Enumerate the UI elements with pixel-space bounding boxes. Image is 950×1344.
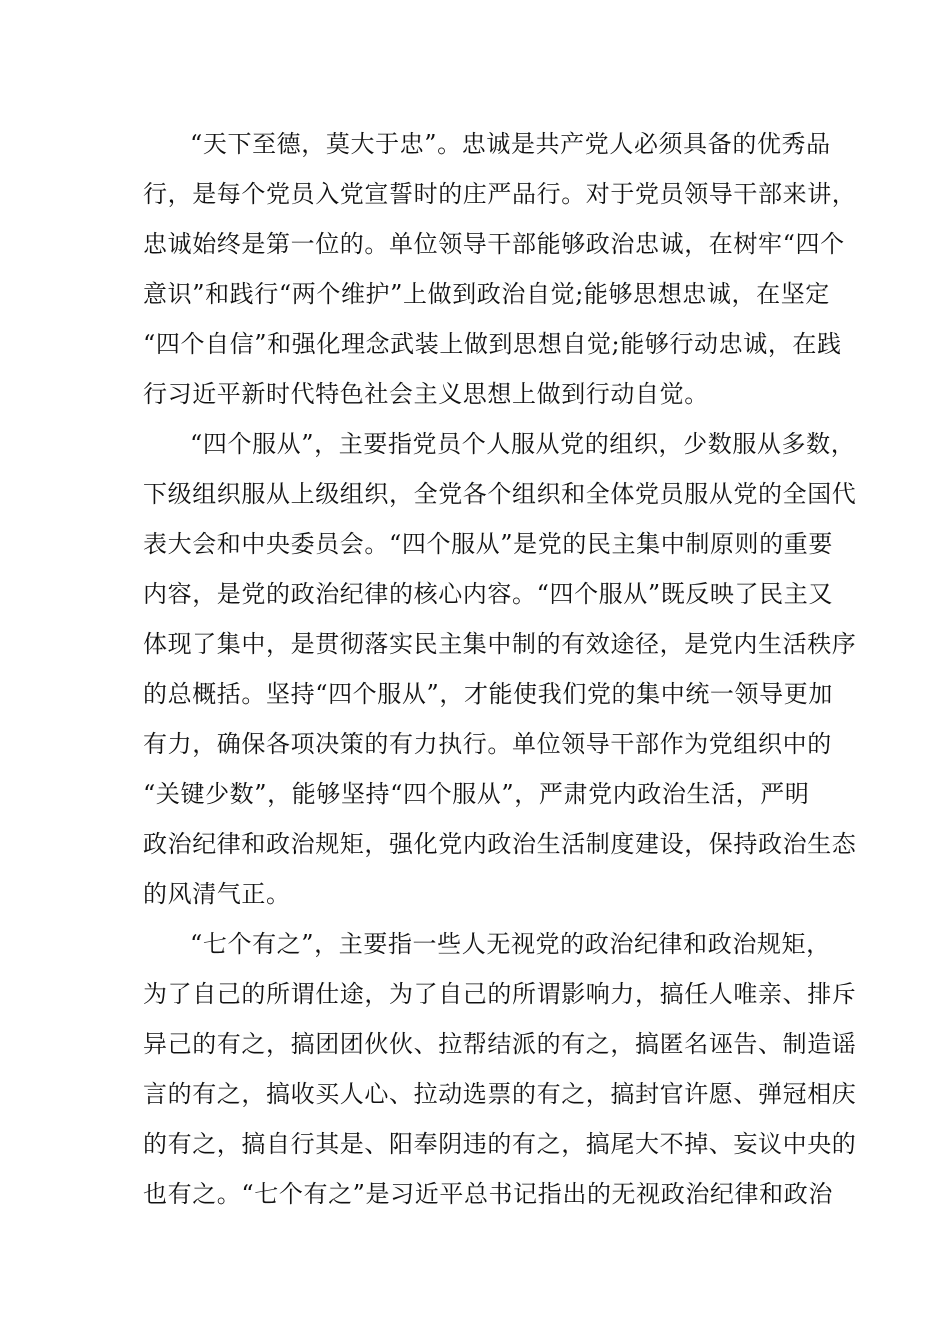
- paragraph-2-line-6: 的总概括。坚持“四个服从”，才能使我们党的集中统一领导更加: [143, 680, 833, 708]
- paragraph-1-line-3: 忠诚始终是第一位的。单位领导干部能够政治忠诚，在树牢“四个: [143, 230, 845, 258]
- paragraph-2-line-7: 有力，确保各项决策的有力执行。单位领导干部作为党组织中的: [143, 730, 832, 758]
- paragraph-2-line-5: 体现了集中，是贯彻落实民主集中制的有效途径，是党内生活秩序: [143, 630, 857, 658]
- paragraph-3-line-6: 也有之。“七个有之”是习近平总书记指出的无视政治纪律和政治: [143, 1180, 833, 1208]
- paragraph-2-line-9: 政治纪律和政治规矩，强化党内政治生活制度建设，保持政治生态: [143, 830, 857, 858]
- paragraph-1-line-2: 行，是每个党员入党宣誓时的庄严品行。对于党员领导干部来讲，: [143, 180, 857, 208]
- paragraph-2-line-3: 表大会和中央委员会。“四个服从”是党的民主集中制原则的重要: [143, 530, 833, 558]
- paragraph-1-line-1: “天下至德，莫大于忠”。忠诚是共产党人必须具备的优秀品: [190, 130, 831, 158]
- paragraph-3-line-3: 异己的有之，搞团团伙伙、拉帮结派的有之，搞匿名诬告、制造谣: [143, 1030, 857, 1058]
- paragraph-2-line-4: 内容，是党的政治纪律的核心内容。“四个服从”既反映了民主又: [143, 580, 833, 608]
- paragraph-3-line-2: 为了自己的所谓仕途，为了自己的所谓影响力，搞任人唯亲、排斥: [143, 980, 857, 1008]
- paragraph-2-line-2: 下级组织服从上级组织，全党各个组织和全体党员服从党的全国代: [143, 480, 857, 508]
- paragraph-2-line-10: 的风清气正。: [143, 880, 291, 908]
- paragraph-3-line-4: 言的有之，搞收买人心、拉动选票的有之，搞封官许愿、弹冠相庆: [143, 1080, 857, 1108]
- paragraph-3-line-1: “七个有之”，主要指一些人无视党的政治纪律和政治规矩，: [190, 930, 831, 958]
- paragraph-3-line-5: 的有之，搞自行其是、阳奉阴违的有之，搞尾大不掉、妄议中央的: [143, 1130, 857, 1158]
- paragraph-1-line-5: “四个自信”和强化理念武装上做到思想自觉;能够行动忠诚，在践: [143, 330, 842, 358]
- paragraph-1-line-6: 行习近平新时代特色社会主义思想上做到行动自觉。: [143, 380, 709, 408]
- paragraph-1-line-4: 意识”和践行“两个维护”上做到政治自觉;能够思想忠诚，在坚定: [143, 280, 830, 308]
- paragraph-2-line-8: “关键少数”，能够坚持“四个服从”，严肃党内政治生活，严明: [143, 780, 810, 808]
- paragraph-2-line-1: “四个服从”，主要指党员个人服从党的组织，少数服从多数，: [190, 430, 856, 458]
